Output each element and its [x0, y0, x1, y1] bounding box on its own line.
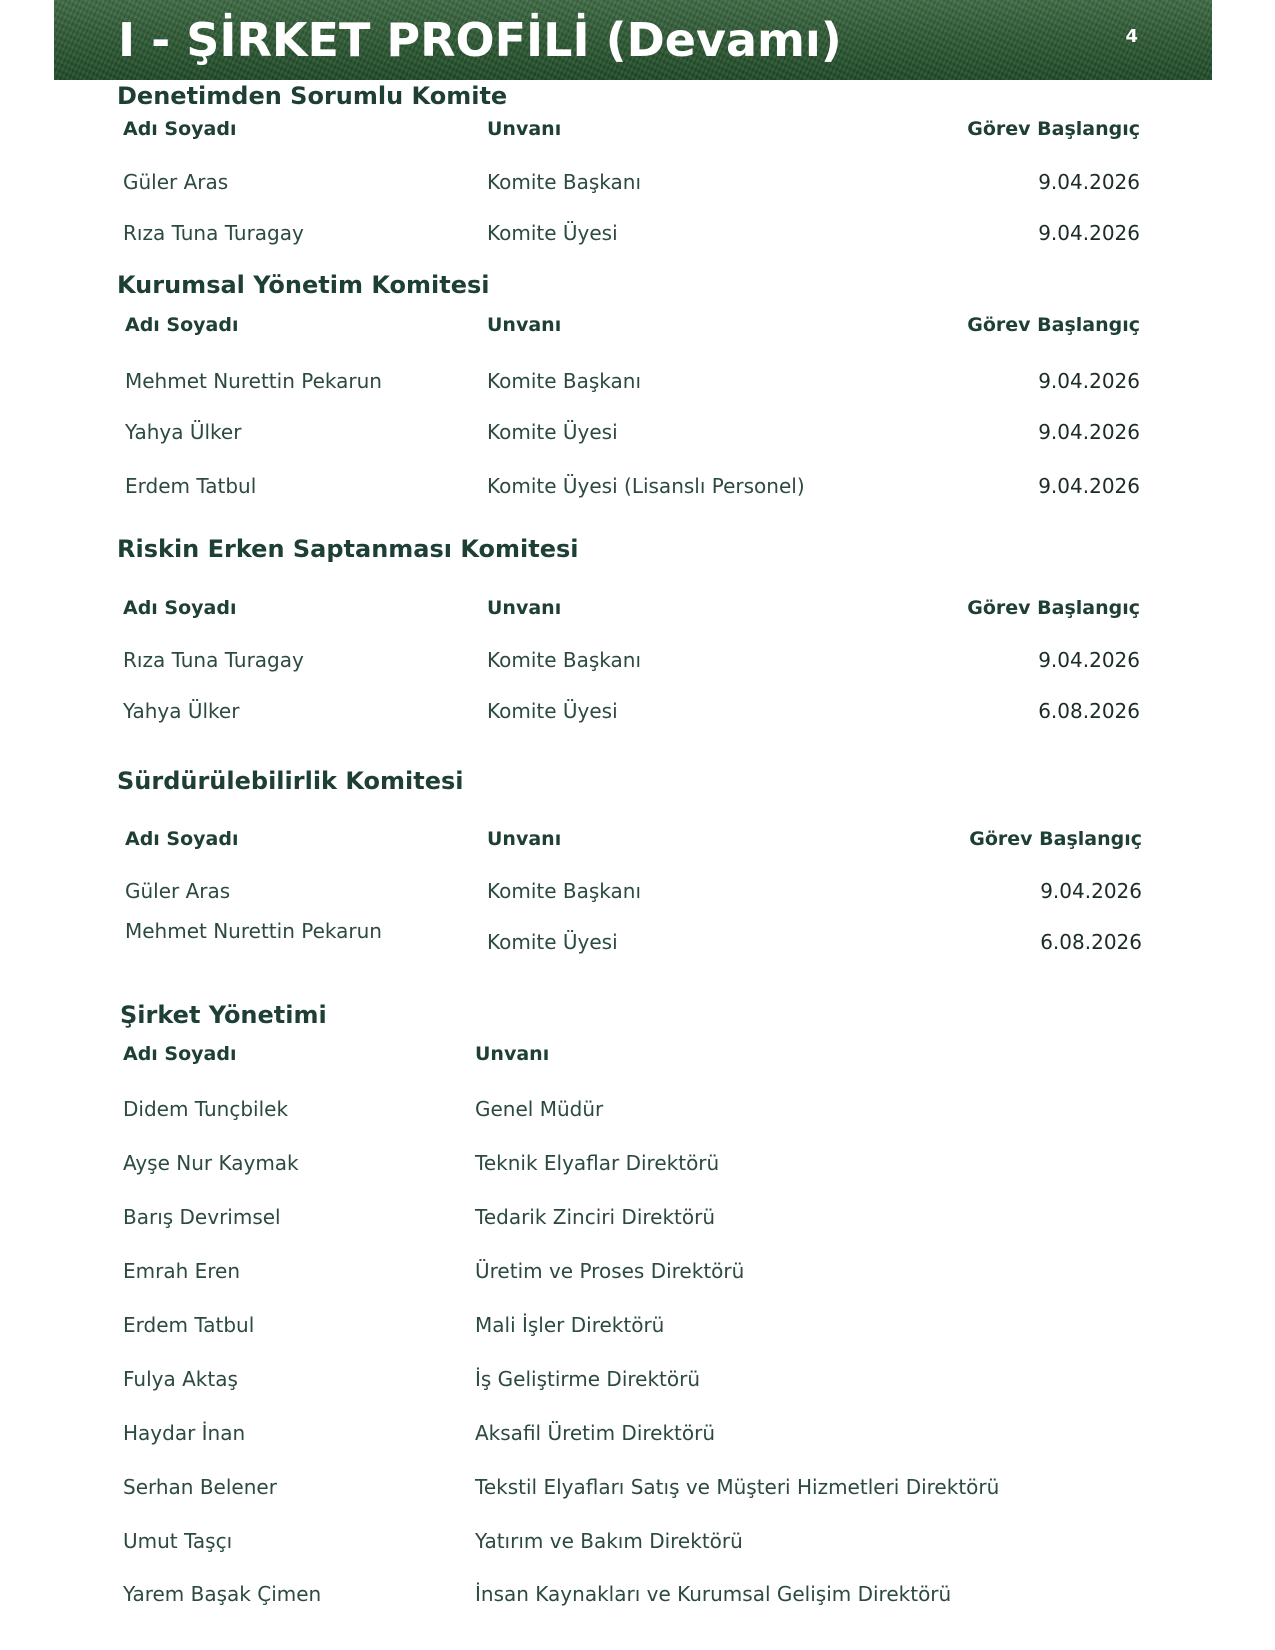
member-title: Komite Üyesi (Lisanslı Personel): [487, 474, 805, 498]
member-title: Komite Başkanı: [487, 879, 642, 903]
manager-title: Teknik Elyaflar Direktörü: [475, 1151, 720, 1175]
column-header-title: Unvanı: [487, 597, 562, 619]
member-title: Komite Başkanı: [487, 369, 642, 393]
member-name: Güler Aras: [123, 170, 229, 194]
member-name: Rıza Tuna Turagay: [123, 648, 304, 672]
manager-name: Erdem Tatbul: [123, 1313, 255, 1337]
manager-title: Aksafil Üretim Direktörü: [475, 1421, 716, 1445]
member-title: Komite Üyesi: [487, 221, 618, 245]
section-title: Denetimden Sorumlu Komite: [117, 82, 508, 110]
member-name: Güler Aras: [125, 879, 231, 903]
member-start-date: 9.04.2026: [1038, 170, 1140, 194]
section-title: Şirket Yönetimi: [120, 1001, 327, 1029]
member-start-date: 9.04.2026: [1040, 879, 1142, 903]
column-header-name: Adı Soyadı: [125, 314, 239, 336]
member-name: Yahya Ülker: [123, 699, 240, 723]
manager-name: Serhan Belener: [123, 1475, 277, 1499]
member-start-date: 9.04.2026: [1038, 648, 1140, 672]
page-header: [54, 0, 1212, 80]
member-name: Mehmet Nurettin Pekarun: [125, 919, 382, 943]
column-header-start: Görev Başlangıç: [967, 314, 1140, 336]
manager-title: Tekstil Elyafları Satış ve Müşteri Hizmetleri Direktörü: [475, 1475, 1000, 1499]
member-title: Komite Üyesi: [487, 420, 618, 444]
manager-name: Barış Devrimsel: [123, 1205, 281, 1229]
member-title: Komite Başkanı: [487, 648, 642, 672]
manager-title: Mali İşler Direktörü: [475, 1313, 665, 1337]
manager-name: Haydar İnan: [123, 1421, 246, 1445]
member-start-date: 9.04.2026: [1038, 420, 1140, 444]
member-title: Komite Başkanı: [487, 170, 642, 194]
section-title: Sürdürülebilirlik Komitesi: [117, 767, 464, 795]
column-header-title: Unvanı: [487, 118, 562, 140]
column-header-title: Unvanı: [487, 314, 562, 336]
page-title: I - ŞİRKET PROFİLİ (Devamı): [118, 13, 842, 67]
member-title: Komite Üyesi: [487, 699, 618, 723]
manager-title: İş Geliştirme Direktörü: [475, 1367, 701, 1391]
manager-title: Genel Müdür: [475, 1097, 604, 1121]
member-start-date: 9.04.2026: [1038, 474, 1140, 498]
member-name: Rıza Tuna Turagay: [123, 221, 304, 245]
column-header-name: Adı Soyadı: [125, 828, 239, 850]
manager-name: Fulya Aktaş: [123, 1367, 238, 1391]
section-title: Riskin Erken Saptanması Komitesi: [117, 535, 579, 563]
manager-name: Emrah Eren: [123, 1259, 241, 1283]
manager-title: İnsan Kaynakları ve Kurumsal Gelişim Direktörü: [475, 1582, 952, 1606]
member-start-date: 6.08.2026: [1040, 930, 1142, 954]
manager-name: Yarem Başak Çimen: [123, 1582, 322, 1606]
manager-title: Yatırım ve Bakım Direktörü: [475, 1529, 743, 1553]
member-start-date: 6.08.2026: [1038, 699, 1140, 723]
column-header-name: Adı Soyadı: [123, 597, 237, 619]
column-header-name: Adı Soyadı: [123, 1043, 237, 1065]
member-start-date: 9.04.2026: [1038, 221, 1140, 245]
column-header-title: Unvanı: [475, 1043, 550, 1065]
manager-name: Umut Taşçı: [123, 1529, 233, 1553]
column-header-start: Görev Başlangıç: [969, 828, 1142, 850]
column-header-start: Görev Başlangıç: [967, 118, 1140, 140]
member-name: Mehmet Nurettin Pekarun: [125, 369, 382, 393]
member-title: Komite Üyesi: [487, 930, 618, 954]
manager-name: Ayşe Nur Kaymak: [123, 1151, 299, 1175]
member-name: Yahya Ülker: [125, 420, 242, 444]
member-start-date: 9.04.2026: [1038, 369, 1140, 393]
manager-title: Üretim ve Proses Direktörü: [475, 1259, 745, 1283]
page-number: 4: [1125, 26, 1138, 47]
section-title: Kurumsal Yönetim Komitesi: [117, 271, 490, 299]
manager-title: Tedarik Zinciri Direktörü: [475, 1205, 716, 1229]
column-header-start: Görev Başlangıç: [967, 597, 1140, 619]
manager-name: Didem Tunçbilek: [123, 1097, 289, 1121]
column-header-title: Unvanı: [487, 828, 562, 850]
member-name: Erdem Tatbul: [125, 474, 257, 498]
column-header-name: Adı Soyadı: [123, 118, 237, 140]
